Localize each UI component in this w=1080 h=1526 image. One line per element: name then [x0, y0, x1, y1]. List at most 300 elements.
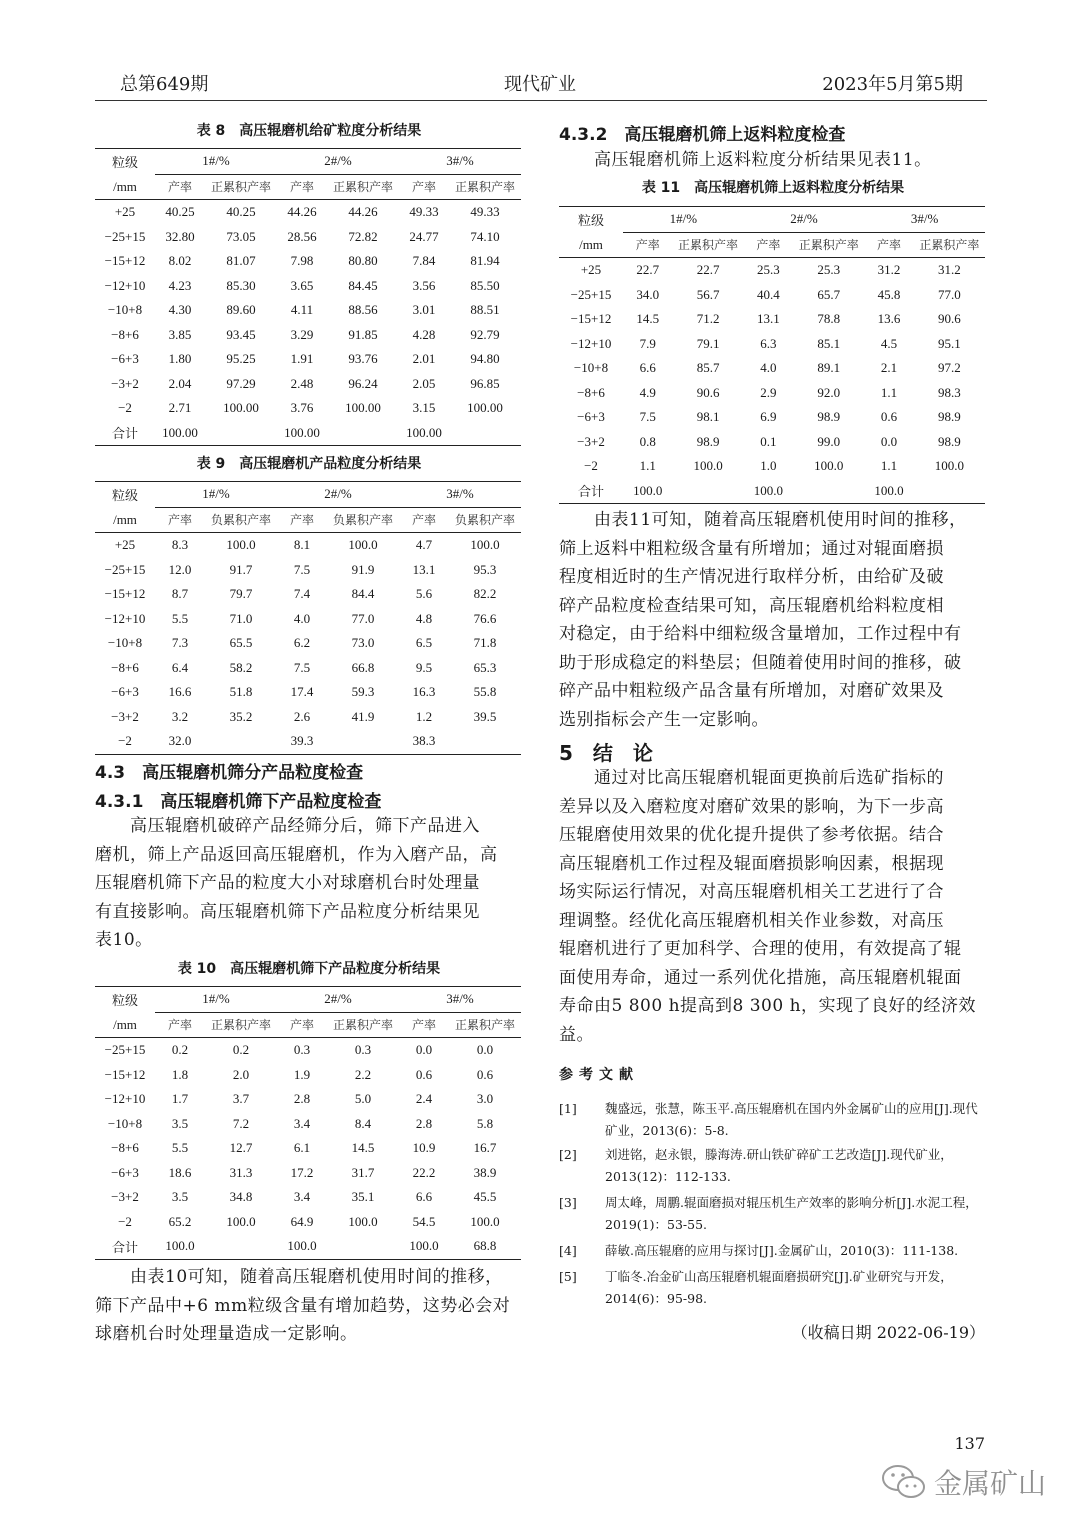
value-cell: 58.2 — [229, 659, 253, 675]
table-row — [95, 347, 521, 372]
value-cell: 91.9 — [351, 561, 375, 577]
value-cell: 100.00 — [223, 400, 259, 416]
size-class-cell: −3+2 — [111, 375, 139, 391]
value-cell: 85.30 — [226, 277, 256, 293]
paragraph-table11-discussion — [559, 506, 987, 734]
cumulative-yield-header: 正累积产率 — [449, 174, 521, 200]
reference-number: [5] — [559, 1269, 577, 1284]
cumulative-yield-header: 负累积产率 — [449, 507, 521, 533]
value-cell: 89.60 — [226, 302, 256, 318]
value-cell: 95.3 — [473, 561, 497, 577]
value-cell: 4.23 — [168, 277, 192, 293]
value-cell: 2.05 — [412, 375, 436, 391]
value-cell: 100.0 — [623, 479, 672, 504]
text-line: 由表11可知，随着高压辊磨机使用时间的推移， — [559, 510, 967, 530]
text-line: 程度相近时的生产情况进行取样分析，由给矿及破 — [559, 567, 944, 587]
table9-caption: 表 9 高压辊磨机产品粒度分析结果 — [196, 456, 422, 472]
value-cell: 55.8 — [473, 684, 497, 700]
value-cell: 54.5 — [412, 1213, 436, 1229]
value-cell: 66.8 — [351, 659, 375, 675]
value-cell: 25.3 — [817, 262, 841, 278]
value-cell: 81.94 — [470, 253, 500, 269]
value-cell: 8.1 — [293, 537, 311, 553]
value-cell: 3.5 — [171, 1189, 189, 1205]
value-cell: 14.5 — [351, 1140, 375, 1156]
table-row — [559, 405, 985, 430]
text-line: 高压辊磨机破碎产品经筛分后，筛下产品进入 — [95, 816, 480, 836]
reference-text: 魏盛远，张慧，陈玉平.高压辊磨机在国内外金属矿山的应用[J].现代矿业，2013(6)：5-8. — [605, 1101, 978, 1138]
watermark — [880, 1458, 1060, 1506]
text-line: 面使用寿命，通过一系列优化措施，高压辊磨机辊面 — [559, 967, 962, 988]
cumulative-yield-header: 正累积产率 — [793, 232, 864, 258]
value-cell: 2.71 — [168, 400, 192, 416]
size-class-cell: 合计 — [559, 479, 623, 504]
table-row — [559, 332, 985, 357]
table-row — [95, 1063, 521, 1088]
table-row — [95, 607, 521, 632]
value-cell: 3.01 — [412, 302, 436, 318]
value-cell: 2.01 — [412, 351, 436, 367]
value-cell: 6.3 — [760, 335, 777, 351]
cumulative-yield-header: 正累积产率 — [914, 232, 985, 258]
value-cell: 35.2 — [229, 708, 253, 724]
reference-text: 薛敏.高压辊磨的应用与探讨[J].金属矿山，2010(3)：111-138. — [605, 1243, 959, 1258]
paragraph-4-3-2: 高压辊磨机筛上返料粒度分析结果见表11。 — [559, 150, 932, 170]
value-cell: 8.7 — [171, 586, 189, 602]
value-cell: 59.3 — [351, 684, 375, 700]
value-cell: 71.0 — [229, 610, 253, 626]
size-class-cell: −12+10 — [104, 610, 146, 626]
value-cell: 100.0 — [277, 1234, 327, 1259]
watermark-text: 金属矿山 — [934, 1467, 1047, 1500]
value-cell: 7.5 — [293, 659, 311, 675]
value-cell: 1.80 — [168, 351, 192, 367]
value-cell: 7.5 — [293, 561, 311, 577]
cumulative-yield-header: 负累积产率 — [205, 507, 277, 533]
value-cell: 88.56 — [348, 302, 378, 318]
unit-header: /mm — [559, 232, 623, 258]
size-class-header: 粒级 — [95, 987, 155, 1013]
value-cell: 39.5 — [473, 708, 497, 724]
value-cell: 0.2 — [171, 1042, 189, 1058]
value-cell: 2.0 — [232, 1066, 250, 1082]
value-cell: 100.00 — [277, 421, 327, 446]
yield-header: 产率 — [623, 232, 672, 258]
value-cell: 2.04 — [168, 375, 192, 391]
value-cell: 0.8 — [639, 433, 656, 449]
cumulative-yield-header: 正累积产率 — [205, 1012, 277, 1038]
value-cell: 6.4 — [171, 659, 189, 675]
value-cell: 7.84 — [412, 253, 436, 269]
size-class-cell: −25+15 — [570, 286, 612, 302]
yield-header: 产率 — [277, 174, 327, 200]
table-row — [559, 356, 985, 381]
size-class-cell: −8+6 — [111, 1140, 139, 1156]
text-line: 压辊磨使用效果的优化提升提供了参考依据。结合 — [559, 825, 944, 845]
value-cell: 100.0 — [348, 537, 378, 553]
paragraph-table10-discussion — [95, 1263, 523, 1349]
text-line: 辊磨机进行了更加科学、合理的使用，有效提高了辊 — [559, 939, 962, 959]
table-row — [95, 705, 521, 730]
value-cell: 100.0 — [864, 479, 913, 504]
value-cell: 98.9 — [696, 433, 720, 449]
size-class-cell: −6+3 — [111, 1164, 139, 1180]
value-cell: 4.5 — [880, 335, 898, 351]
value-cell: 100.00 — [345, 400, 381, 416]
value-cell: 16.7 — [473, 1140, 497, 1156]
table-row — [95, 1185, 521, 1210]
value-cell: 71.8 — [473, 635, 497, 651]
value-cell: 16.6 — [168, 684, 192, 700]
value-cell: 39.3 — [277, 729, 327, 754]
value-cell: 49.33 — [409, 204, 439, 220]
text-line: 对稳定，由于给料中细粒级含量增加，工作过程中有 — [559, 624, 962, 644]
value-cell: 79.1 — [696, 335, 720, 351]
size-class-cell: −15+12 — [104, 253, 146, 269]
table-row — [95, 421, 521, 446]
table11 — [559, 206, 985, 504]
sample-group-header: 2#/% — [277, 987, 399, 1013]
text-line: 选别指标会产生一定影响。 — [559, 709, 769, 730]
value-cell: 34.8 — [229, 1189, 253, 1205]
text-line: 碎产品粒度检查结果可知，高压辊磨机给料粒度相 — [559, 595, 944, 616]
value-cell: 3.7 — [232, 1091, 250, 1107]
value-cell: 7.3 — [171, 635, 189, 651]
value-cell: 100.0 — [934, 458, 965, 474]
value-cell — [449, 729, 521, 754]
value-cell: 4.0 — [760, 360, 777, 376]
value-cell: 3.4 — [293, 1189, 311, 1205]
yield-header: 产率 — [277, 1012, 327, 1038]
value-cell: 92.0 — [817, 384, 841, 400]
value-cell: 0.6 — [880, 409, 898, 425]
reference-text: 周太峰，周鹏.辊面磨损对辊压机生产效率的影响分析[J].水泥工程，2019(1)：53-55. — [605, 1195, 978, 1232]
value-cell: 90.6 — [938, 311, 961, 327]
value-cell: 92.79 — [470, 326, 500, 342]
table11-caption: 表 11 高压辊磨机筛上返料粒度分析结果 — [641, 180, 905, 196]
value-cell: 100.0 — [470, 1213, 500, 1229]
value-cell: 100.0 — [814, 458, 844, 474]
value-cell: 1.2 — [415, 708, 433, 724]
wechat-icon — [880, 1462, 928, 1502]
cumulative-yield-header: 正累积产率 — [327, 174, 399, 200]
value-cell: 1.1 — [639, 458, 656, 474]
value-cell: 31.2 — [877, 262, 901, 278]
value-cell: 28.56 — [287, 228, 317, 244]
value-cell: 100.0 — [348, 1213, 378, 1229]
size-class-cell: −12+10 — [570, 335, 612, 351]
value-cell: 95.25 — [226, 351, 256, 367]
text-line: 益。 — [559, 1024, 594, 1045]
value-cell: 85.50 — [470, 277, 500, 293]
value-cell: 2.1 — [880, 360, 898, 376]
value-cell: 13.1 — [412, 561, 436, 577]
value-cell: 56.7 — [696, 286, 720, 302]
value-cell: 2.4 — [415, 1091, 433, 1107]
unit-header: /mm — [95, 174, 155, 200]
sample-group-header: 1#/% — [155, 987, 277, 1013]
size-class-cell: −2 — [584, 458, 598, 474]
header-issue-date: 2023年5月第5期 — [822, 74, 963, 95]
value-cell: 93.45 — [226, 326, 256, 342]
value-cell: 2.6 — [293, 708, 311, 724]
value-cell: 40.4 — [757, 286, 780, 302]
size-class-cell: −25+15 — [104, 1042, 146, 1058]
value-cell: 100.0 — [155, 1234, 205, 1259]
value-cell: 45.8 — [877, 286, 901, 302]
value-cell: 44.26 — [348, 204, 378, 220]
text-line: 助于形成稳定的料垫层；但随着使用时间的推移，破 — [559, 652, 962, 673]
value-cell: 98.3 — [938, 384, 961, 400]
size-class-cell: −15+12 — [104, 1066, 146, 1082]
value-cell: 3.65 — [290, 277, 314, 293]
reference-number: [2] — [559, 1147, 577, 1162]
yield-header: 产率 — [399, 507, 449, 533]
unit-header: /mm — [95, 507, 155, 533]
sample-group-header: 2#/% — [744, 207, 865, 233]
table-row — [95, 298, 521, 323]
table-row — [559, 454, 985, 479]
value-cell: 2.8 — [415, 1115, 433, 1131]
value-cell: 41.9 — [351, 708, 375, 724]
value-cell: 71.2 — [696, 311, 720, 327]
value-cell: 12.7 — [229, 1140, 253, 1156]
value-cell: 98.9 — [938, 433, 961, 449]
value-cell: 81.07 — [226, 253, 256, 269]
table-row — [95, 274, 521, 299]
value-cell: 32.0 — [155, 729, 205, 754]
value-cell: 64.9 — [290, 1213, 314, 1229]
size-class-cell: 合计 — [95, 1234, 155, 1259]
table-header-row — [559, 207, 985, 233]
cumulative-yield-header: 正累积产率 — [672, 232, 743, 258]
table-row — [95, 582, 521, 607]
value-cell: 7.5 — [639, 409, 656, 425]
table-subheader-row — [95, 507, 521, 533]
table-row — [95, 396, 521, 421]
value-cell: 5.5 — [171, 610, 189, 626]
size-class-cell: −10+8 — [107, 302, 143, 318]
text-line: 寿命由5 800 h提高到8 300 h，实现了良好的经济效 — [559, 996, 977, 1016]
table-row — [95, 1087, 521, 1112]
value-cell: 96.24 — [348, 375, 378, 391]
text-line: 压辊磨机筛下产品的粒度大小对球磨机台时处理量 — [95, 873, 480, 893]
table10-caption: 表 10 高压辊磨机筛下产品粒度分析结果 — [177, 961, 441, 977]
value-cell: 2.2 — [354, 1066, 372, 1082]
value-cell: 3.5 — [171, 1115, 189, 1131]
reference-item — [559, 1144, 987, 1192]
size-class-cell: −3+2 — [111, 708, 139, 724]
value-cell: 100.00 — [399, 421, 449, 446]
value-cell: 31.2 — [938, 262, 961, 278]
value-cell: 100.0 — [744, 479, 793, 504]
table-subheader-row — [559, 232, 985, 258]
value-cell: 6.9 — [760, 409, 777, 425]
table-row — [95, 656, 521, 681]
value-cell: 44.26 — [287, 204, 317, 220]
size-class-cell: −8+6 — [111, 326, 139, 342]
yield-header: 产率 — [744, 232, 793, 258]
value-cell: 80.80 — [348, 253, 378, 269]
value-cell: 1.91 — [290, 351, 314, 367]
text-line: 场实际运行情况，对高压辊磨机相关工艺进行了合 — [559, 882, 944, 902]
sample-group-header: 3#/% — [399, 149, 521, 175]
value-cell: 38.9 — [473, 1164, 497, 1180]
value-cell: 79.7 — [229, 586, 253, 602]
value-cell: 90.6 — [696, 384, 720, 400]
value-cell: 100.00 — [155, 421, 205, 446]
sample-group-header: 3#/% — [399, 987, 521, 1013]
size-class-cell: −2 — [118, 1213, 132, 1229]
value-cell: 77.0 — [938, 286, 961, 302]
value-cell: 76.6 — [473, 610, 497, 626]
table8 — [95, 148, 521, 446]
value-cell: 0.2 — [232, 1042, 250, 1058]
value-cell: 4.11 — [290, 302, 314, 318]
value-cell: 7.9 — [639, 335, 656, 351]
yield-header: 产率 — [155, 507, 205, 533]
cumulative-yield-header: 负累积产率 — [327, 507, 399, 533]
value-cell: 0.6 — [415, 1066, 433, 1082]
yield-header: 产率 — [399, 174, 449, 200]
value-cell: 65.2 — [168, 1213, 192, 1229]
table-header-row — [95, 149, 521, 175]
table-row — [559, 307, 985, 332]
table-row — [95, 533, 521, 558]
table-row — [95, 372, 521, 397]
table-row — [95, 225, 521, 250]
reference-text: 丁临冬.冶金矿山高压辊磨机辊面磨损研究[J].矿业研究与开发，2014(6)：95-98. — [605, 1269, 953, 1306]
yield-header: 产率 — [155, 174, 205, 200]
value-cell — [672, 479, 743, 504]
table-subheader-row — [95, 1012, 521, 1038]
value-cell: 3.56 — [412, 277, 436, 293]
value-cell: 72.82 — [348, 228, 378, 244]
section-5-heading: 5 结 论 — [559, 741, 653, 765]
value-cell: 40.25 — [226, 204, 256, 220]
table-row — [95, 1112, 521, 1137]
size-class-cell: −2 — [95, 729, 155, 754]
sample-group-header: 2#/% — [277, 482, 399, 508]
size-class-cell: −3+2 — [577, 433, 605, 449]
value-cell: 22.7 — [696, 262, 720, 278]
table8-caption: 表 8 高压辊磨机给矿粒度分析结果 — [196, 123, 422, 139]
text-line: 高压辊磨机工作过程及辊面磨损影响因素，根据现 — [559, 853, 944, 874]
value-cell: 6.6 — [415, 1189, 433, 1205]
text-line: 差异以及入磨粒度对磨矿效果的影响，为下一步高 — [559, 796, 944, 817]
value-cell: 91.7 — [229, 561, 253, 577]
text-line: 筛上返料中粗粒级含量有所增加；通过对辊面磨损 — [559, 538, 944, 559]
value-cell: 13.1 — [757, 311, 780, 327]
table-row — [95, 1210, 521, 1235]
value-cell: 2.48 — [290, 375, 314, 391]
references-heading: 参考文献 — [559, 1067, 639, 1083]
size-class-cell: +25 — [114, 204, 136, 220]
value-cell: 73.05 — [226, 228, 256, 244]
table-header-row — [95, 987, 521, 1013]
value-cell: 0.1 — [760, 433, 777, 449]
value-cell — [914, 479, 985, 504]
table-row — [95, 323, 521, 348]
value-cell: 88.51 — [470, 302, 500, 318]
table-subheader-row — [95, 174, 521, 200]
value-cell: 6.6 — [639, 360, 656, 376]
value-cell: 100.0 — [399, 1234, 449, 1259]
value-cell: 25.3 — [757, 262, 780, 278]
value-cell: 13.6 — [877, 311, 901, 327]
sample-group-header: 1#/% — [623, 207, 744, 233]
header-issue-total: 总第649期 — [120, 74, 209, 95]
value-cell: 34.0 — [636, 286, 660, 302]
value-cell: 84.4 — [351, 586, 375, 602]
section-4-3-2-heading: 4.3.2 高压辊磨机筛上返料粒度检查 — [559, 125, 846, 145]
table-row — [95, 729, 521, 754]
size-class-cell: −2 — [118, 400, 132, 416]
value-cell: 97.29 — [226, 375, 256, 391]
table-row — [95, 1136, 521, 1161]
value-cell: 0.6 — [476, 1066, 494, 1082]
value-cell: 18.6 — [168, 1164, 192, 1180]
value-cell: 17.4 — [290, 684, 314, 700]
size-class-cell: −10+8 — [107, 1115, 143, 1131]
table-row — [559, 258, 985, 283]
value-cell: 91.85 — [348, 326, 378, 342]
value-cell: 5.8 — [476, 1115, 494, 1131]
text-line: 碎产品中粗粒级产品含量有所增加，对磨矿效果及 — [559, 681, 944, 701]
value-cell: 10.9 — [412, 1140, 436, 1156]
value-cell — [327, 729, 399, 754]
value-cell: 0.0 — [880, 433, 898, 449]
value-cell: 65.5 — [229, 635, 253, 651]
value-cell: 95.1 — [938, 335, 961, 351]
table-row — [95, 680, 521, 705]
value-cell: 38.3 — [399, 729, 449, 754]
value-cell: 84.45 — [348, 277, 378, 293]
size-class-cell: +25 — [114, 537, 136, 553]
value-cell: 8.4 — [354, 1115, 372, 1131]
value-cell: 97.2 — [938, 360, 961, 376]
value-cell: 7.98 — [290, 253, 314, 269]
value-cell: 65.7 — [817, 286, 841, 302]
value-cell: 100.0 — [470, 537, 500, 553]
value-cell: 98.9 — [938, 409, 961, 425]
text-line: 表10。 — [95, 930, 153, 950]
value-cell: 85.7 — [696, 360, 720, 376]
section-4-3-1-heading: 4.3.1 高压辊磨机筛下产品粒度检查 — [95, 792, 382, 812]
size-class-cell: −15+12 — [570, 311, 612, 327]
table-row — [559, 283, 985, 308]
value-cell: 68.8 — [449, 1234, 521, 1259]
table9 — [95, 481, 521, 755]
size-class-cell: −3+2 — [111, 1189, 139, 1205]
value-cell: 96.85 — [470, 375, 500, 391]
value-cell: 4.9 — [639, 384, 656, 400]
reference-item — [559, 1266, 987, 1314]
text-line: 球磨机台时处理量造成一定影响。 — [95, 1324, 358, 1344]
value-cell — [205, 1234, 277, 1259]
value-cell: 0.0 — [415, 1042, 433, 1058]
sample-group-header: 1#/% — [155, 482, 277, 508]
table-row — [95, 1161, 521, 1186]
value-cell: 16.3 — [412, 684, 436, 700]
value-cell: 78.8 — [817, 311, 841, 327]
size-class-cell: −12+10 — [104, 277, 146, 293]
value-cell — [449, 421, 521, 446]
value-cell: 7.2 — [232, 1115, 250, 1131]
table-row — [95, 1038, 521, 1063]
size-class-cell: −8+6 — [577, 384, 605, 400]
value-cell: 35.1 — [351, 1189, 375, 1205]
